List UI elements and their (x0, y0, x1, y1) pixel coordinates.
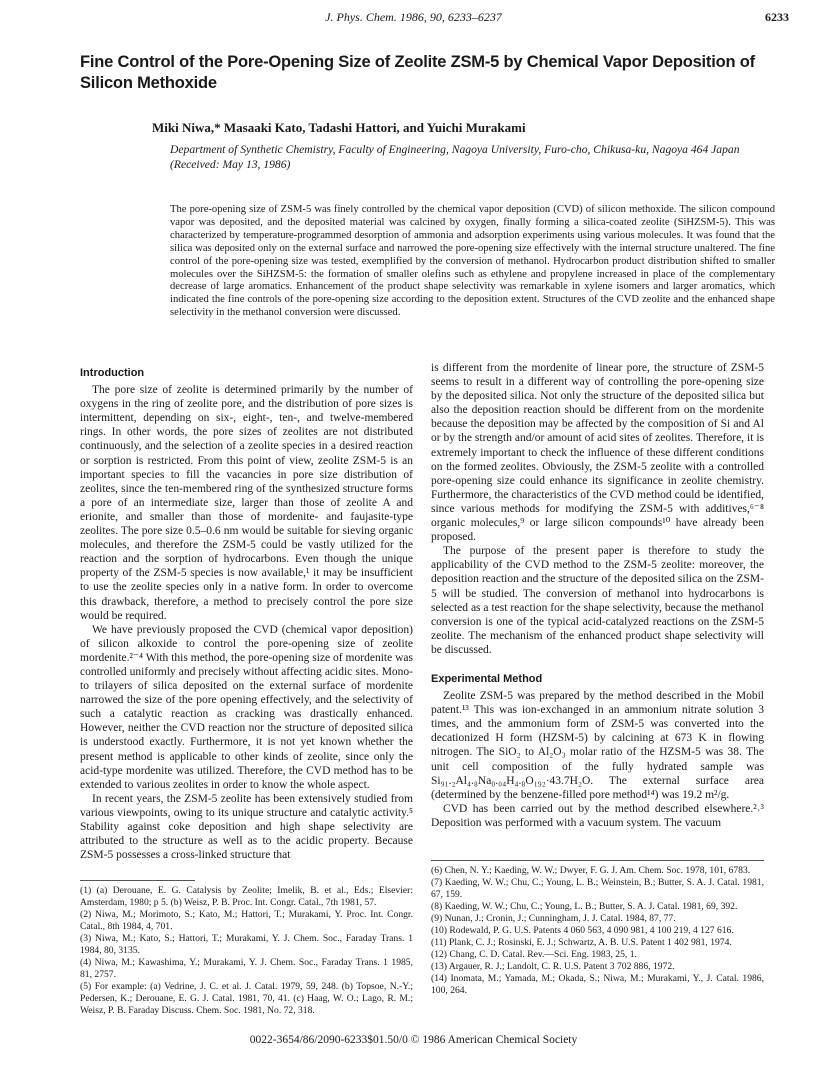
reference-item: (3) Niwa, M.; Kato, S.; Hattori, T.; Murakami, Y. J. Chem. Soc., Faraday Trans. 1 1984, 80, 3135. (80, 933, 413, 956)
footnotes-right (431, 860, 764, 997)
reference-item: (8) Kaeding, W. W.; Chu, C.; Young, L. B.; Butter, S. A. J. Catal. 1981, 69, 392. (431, 901, 738, 912)
right-column (431, 361, 764, 657)
footnotes-left (80, 880, 413, 1017)
reference-item: (11) Plank, C. J.; Rosinski, E. J.; Schwartz, A. B. U.S. Patent 1 402 981, 1974. (431, 937, 732, 948)
reference-item: (12) Chang, C. D. Catal. Rev.—Sci. Eng. 1983, 25, 1. (431, 949, 637, 960)
intro-paragraph: The purpose of the present paper is therefore to study the applicability of the CVD method to the ZSM-5 zeolite: moreover, the deposition reaction and the structure of the deposited silica on the ZSM-5 will be studied. The conversion of methanol into hydrocarbons is selected as a test reaction for the shape selectivity, because the methanol conversion is one of the typical acid-catalyzed reactions on the ZSM-5 zeolite. The mechanism of the enhanced product shape selectivity will be discussed. (431, 545, 764, 656)
reference-item: (4) Niwa, M.; Kawashima, Y.; Murakami, Y. J. Chem. Soc., Faraday Trans. 1 1985, 81, 2757. (80, 957, 413, 980)
page-number: 6233 (765, 10, 789, 24)
reference-item: (10) Rodewald, P. G. U.S. Patents 4 060 563, 4 090 981, 4 100 219, 4 127 616. (431, 925, 734, 936)
reference-item: (7) Kaeding, W. W.; Chu, C.; Young, L. B.; Weinstein, B.; Butter, S. A. J. Catal. 1981, 67, 159. (431, 877, 764, 900)
left-column (80, 366, 413, 862)
intro-paragraph: is different from the mordenite of linear pore, the structure of ZSM-5 seems to result in a different way of controlling the pore-opening size by the deposited silica. Not only the structure of the deposited silica but also the deposition reaction should be different from on the mordenite because the deposition may be affected by the composition of Si and Al or by the strength and/or amount of acid sites of zeolites. Therefore, it is extremely important to check the influence of these different conditions on the formed zeolites. Obviously, the ZSM-5 zeolite with a controlled pore-opening size could enhance its significance in zeolite chemistry. Furthermore, the characteristics of the CVD method could be identified, since various methods for modifying the ZSM-5 with additives,⁶⁻⁸ organic molecules,⁹ or large silicon compounds¹⁰ have already been proposed. (431, 362, 764, 544)
running-head: J. Phys. Chem. 1986, 90, 6233–6237 (325, 10, 502, 24)
reference-item: (9) Nunan, J.; Cronin, J.; Cunningham, J. J. Catal. 1984, 87, 77. (431, 913, 676, 924)
reference-item: (14) Inomata, M.; Yamada, M.; Okada, S.; Niwa, M.; Murakami, Y., J. Catal. 1986, 100, 264. (431, 973, 764, 996)
introduction-heading: Introduction (80, 367, 145, 379)
experimental-heading: Experimental Method (431, 673, 543, 685)
intro-paragraph: The pore size of zeolite is determined primarily by the number of oxygens in the ring of zeolite pore, and the distribution of pore sizes is intermittent, depending on six-, eight-, ten-, and twelve-membered rings. In other words, the pore sizes of zeolites are not distributed continuously, and the selection of a zeolite species in a desired reaction or sorption is restricted. From this point of view, zeolite ZSM-5 is an important species to fill the vacancies in pore size distribution of zeolites, since the ten-membered ring of the synthesized structure forms a pore of an intermediate size, larger than those of zeolite A and erionite, and smaller than those of mordenite- and faujasite-type zeolites. The pore size 0.5–0.6 nm would be suitable for sieving organic molecules, and therefore the ZSM-5 could be vastly utilized for the reaction and the sorption of hydrocarbons. Even though the unique property of the ZSM-5 species is now available,¹ it may be insufficient to use the zeolite species only in a native form. In order to overcome this drawback, therefore, a method to precisely control the pore size would be required. (80, 384, 413, 622)
experimental-paragraph: CVD has been carried out by the method described elsewhere.²˒³ Deposition was performed with a vacuum system. The vacuum (431, 802, 764, 829)
experimental-paragraph: Zeolite ZSM-5 was prepared by the method described in the Mobil patent.¹³ This was ion-exchanged in an ammonium nitrate solution 3 times, and the ammonium form of ZSM-5 was converted into the decationized H form (HZSM-5) by calcining at 673 K in flowing nitrogen. The SiO₂ to Al₂O₃ molar ratio of the HZSM-5 was 38. The unit cell composition of the fully hydrated sample was Si₉₁.₂Al₄.₈Na₀.₀₄H₄.₈O₁₉₂·43.7H₂O. The external surface area (determined by the benzene-filled pore method¹⁴) was 19.2 m²/g. (431, 690, 764, 801)
intro-paragraph: In recent years, the ZSM-5 zeolite has been extensively studied from various viewpoints, owing to its unique structure and catalytic activity.⁵ Stability against coke deposition and high shape selectivity are attributed to the structure as well as to the acidic property. Because ZSM-5 possesses a cross-linked structure that (80, 792, 413, 862)
intro-paragraph: We have previously proposed the CVD (chemical vapor deposition) of silicon alkoxide to control the pore-opening size of zeolite mordenite.²⁻⁴ With this method, the pore-opening size of mordenite was controlled uniformly and precisely without affecting acidic sites. Mono- to trilayers of silica deposited on the external surface of mordenite narrowed the size of the pore opening effectively, and the selectivity of such a catalytic reaction as cracking was drastically enhanced. However, neither the CVD reaction nor the structure of deposited silica is understood exactly. Furthermore, it is not yet known whether the present method is applicable to other kinds of zeolite, since only the acid-type mordenite was utilized. Therefore, the CVD method has to be extended to various zeolites in order to know the whole aspect. (80, 623, 413, 791)
reference-item: (13) Argauer, R. J.; Landolt, C. R. U.S. Patent 3 702 886, 1972. (431, 961, 675, 972)
copyright-footer: 0022-3654/86/2090-6233$01.50/0 © 1986 American Chemical Society (249, 1034, 578, 1046)
author-list: Miki Niwa,* Masaaki Kato, Tadashi Hattori, and Yuichi Murakami (152, 120, 526, 135)
affiliation: Department of Synthetic Chemistry, Faculty of Engineering, Nagoya University, Furo-cho, Chikusa-ku, Nagoya 464 Japan (Received: May 13, 1986) (170, 143, 740, 171)
article-title: Fine Control of the Pore-Opening Size of Zeolite ZSM-5 by Chemical Vapor Deposition of Silicon Methoxide (80, 53, 755, 92)
reference-item: (6) Chen, N. Y.; Kaeding, W. W.; Dwyer, F. G. J. Am. Chem. Soc. 1978, 101, 6783. (431, 865, 751, 876)
abstract: The pore-opening size of ZSM-5 was finely controlled by the chemical vapor deposition (CVD) of silicon methoxide. The silicon compound vapor was deposited, and the deposited material was calcined by oxygen, finally forming a silica-coated zeolite (SiHZSM-5). This was characterized by temperature-programmed desorption of ammonia and adsorption experiments using various molecules. It was found that the silica was deposited only on the external surface and narrowed the pore-opening size effectively with the internal structure unaltered. The fine control of the pore-opening size was tested, exemplified by the conversion of methanol. Hydrocarbon product distribution shifted to smaller molecules over the SiHZSM-5: the formation of smaller olefins such as ethylene and propylene increased in place of the complementary decrease of large aromatics. Enhancement of the product shape selectivity was remarkable in xylene isomers and larger aromatics, which indicated the fine controls of the pore-opening size according to the deposition extent. Structures of the CVD zeolite and the enhanced shape selectivity in the methanol conversion were discussed. (170, 204, 775, 319)
reference-item: (5) For example: (a) Vedrine, J. C. et al. J. Catal. 1979, 59, 248. (b) Topsoe, N.-Y.; Pedersen, K.; Derouane, E. G. J. Catal. 1981, 70, 41. (c) Haag, W. O.; Lago, R. M.; Weisz, P. B. Faraday Discuss. Chem. Soc. 1981, No. 72, 318. (80, 981, 413, 1016)
reference-item: (2) Niwa, M.; Morimoto, S.; Kato, M.; Hattori, T.; Murakami, Y. Proc. Int. Congr. Catal., 8th 1984, 4, 701. (80, 909, 413, 932)
experimental-section (431, 672, 764, 830)
footnote-rule (80, 880, 195, 881)
footnote-rule (431, 860, 764, 861)
reference-item: (1) (a) Derouane, E. G. Catalysis by Zeolite; Imelik, B. et al., Eds.; Elsevier: Amsterdam, 1980; p 5. (b) Weisz, P. B. Proc. Int. Congr. Catal., 7th 1981, 57. (80, 885, 413, 908)
